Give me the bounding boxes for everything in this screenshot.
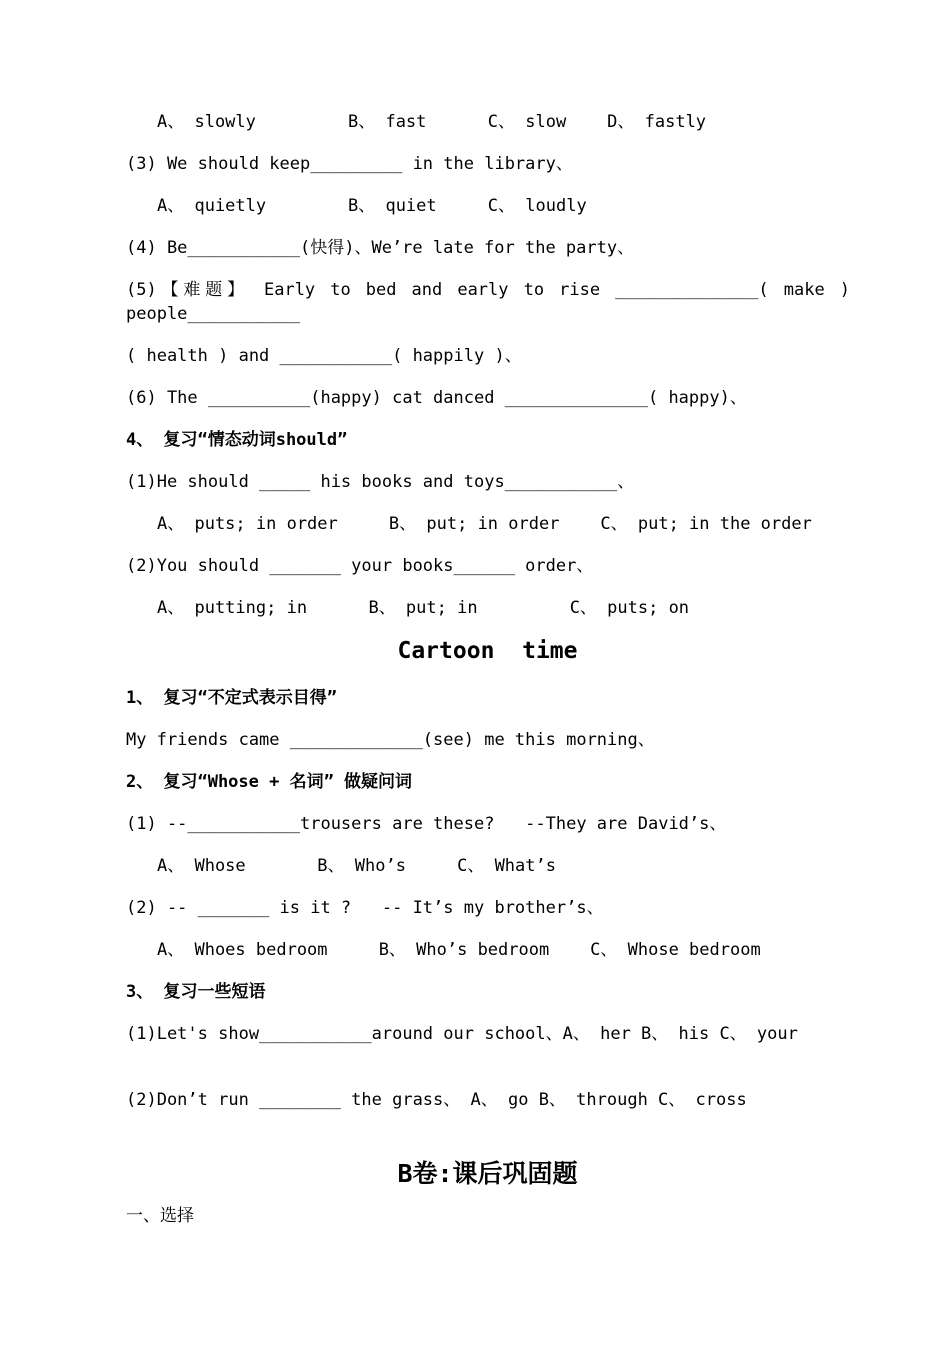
part-b-title: B卷:课后巩固题 — [397, 1159, 578, 1188]
q2-options: A、 slowly B、 fast C、 slow D、 fastly — [157, 112, 707, 132]
should-question-2: (2)You should _______ your books______ order、 — [126, 556, 594, 576]
should-question-1: (1)He should _____ his books and toys___________、 — [126, 472, 635, 492]
section-1-heading: 1、 复习“不定式表示目得” — [126, 688, 337, 708]
whose-q2-options: A、 Whoes bedroom B、 Who’s bedroom C、 Whose bedroom — [157, 940, 761, 960]
infinitive-question: My friends came _____________(see) me this morning、 — [126, 730, 655, 750]
section-3-heading: 3、 复习一些短语 — [126, 982, 266, 1002]
cartoon-time-title: Cartoon time — [397, 638, 578, 664]
q3-options: A、 quietly B、 quiet C、 loudly — [157, 196, 587, 216]
should-q1-options: A、 puts; in order B、 put; in order C、 put; in the order — [157, 514, 812, 534]
multiple-choice-heading: 一、选择 — [126, 1206, 194, 1226]
question-5: (5)【难题】 Early to bed and early to rise ______________( make ) people___________ — [126, 280, 850, 324]
question-6: (6) The __________(happy) cat danced ______________( happy)、 — [126, 388, 747, 408]
whose-question-1: (1) --___________trousers are these? --They are David’s、 — [126, 814, 727, 834]
whose-question-2: (2) -- _______ is it ? -- It’s my brother’s、 — [126, 898, 604, 918]
should-q2-options: A、 putting; in B、 put; in C、 puts; on — [157, 598, 690, 618]
section-2-heading: 2、 复习“Whose + 名词” 做疑问词 — [126, 772, 413, 792]
whose-q1-options: A、 Whose B、 Who’s C、 What’s — [157, 856, 556, 876]
question-4: (4) Be___________(快得)、We’re late for the party、 — [126, 238, 635, 258]
phrase-question-2: (2)Don’t run ________ the grass、 A、 go B、 through C、 cross — [126, 1090, 747, 1110]
section-4-heading: 4、 复习“情态动词should” — [126, 430, 348, 450]
question-3: (3) We should keep_________ in the library、 — [126, 154, 573, 174]
question-5-continued: ( health ) and ___________( happily )、 — [126, 346, 522, 366]
phrase-question-1: (1)Let's show___________around our school、A、 her B、 his C、 your — [126, 1024, 798, 1044]
